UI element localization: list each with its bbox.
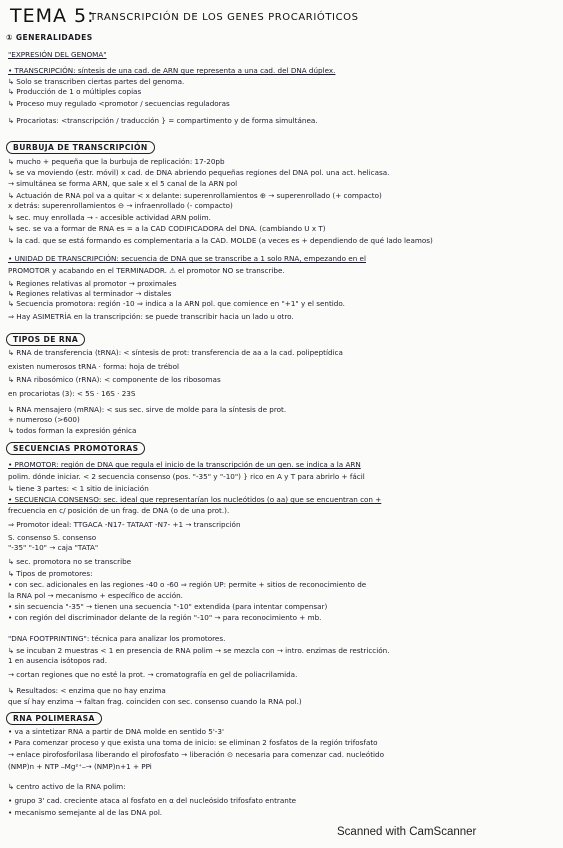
note-line: ⇒ Promotor ideal: TTGACA -N17- TATAAT -N7- +1 → transcripción bbox=[8, 520, 241, 529]
note-line: → simultánea se forma ARN, que sale x el 5 canal de la ARN pol bbox=[8, 179, 238, 188]
note-line: (NMP)n + NTP ⎯Mg²⁺⎯→ (NMP)n+1 + PPi bbox=[8, 762, 152, 771]
note-line: S. consenso S. consenso bbox=[8, 533, 97, 542]
note-line: • PROMOTOR: región de DNA que regula el inicio de la transcripción de un gen. se indica a la ARN bbox=[8, 460, 361, 469]
note-line: "EXPRESIÓN DEL GENOMA" bbox=[8, 50, 107, 59]
note-line: → cortan regiones que no esté la prot. → cromatografía en gel de poliacrilamida. bbox=[8, 670, 298, 679]
note-line: que sí hay enzima → faltan frag. coinciden con sec. consenso cuando la RNA pol.) bbox=[8, 697, 302, 706]
note-line: ↳ se va moviendo (estr. móvil) x cad. de DNA abriendo pequeñas regiones del DNA pol. una act. helicasa. bbox=[8, 168, 390, 177]
note-line: • SECUENCIA CONSENSO: sec. ideal que representarían los nucleótidos (o aa) que se encuentran con + bbox=[8, 495, 382, 504]
note-line: ↳ Resultados: < enzima que no hay enzima bbox=[8, 686, 166, 695]
page-subtitle: TRANSCRIPCIÓN DE LOS GENES PROCARIÓTICOS bbox=[90, 12, 359, 23]
note-line: ↳ la cad. que se está formando es complementaria a la CAD. MOLDE (a veces es + dependiendo de qué lado leamos) bbox=[8, 236, 433, 245]
note-line: ↳ RNA de transferencia (tRNA): < síntesis de prot: transferencia de aa a la cad. polipeptídica bbox=[8, 348, 343, 357]
note-line: • grupo 3' cad. creciente ataca al fosfato en α del nucleósido trifosfato entrante bbox=[8, 796, 297, 805]
scanner-watermark: Scanned with CamScanner bbox=[337, 826, 477, 838]
note-line: PROMOTOR y acabando en el TERMINADOR. ⚠ el promotor NO se transcribe. bbox=[8, 266, 285, 275]
note-line: "-35" "-10" → caja "TATA" bbox=[8, 543, 99, 552]
note-line: la RNA pol → mecanismo + específico de acción. bbox=[8, 591, 183, 600]
note-line: • va a sintetizar RNA a partir de DNA molde en sentido 5'-3' bbox=[8, 727, 224, 736]
note-line: ↳ RNA mensajero (mRNA): < sus sec. sirve de molde para la síntesis de prot. bbox=[8, 405, 287, 414]
section-secuencias: SECUENCIAS PROMOTORAS bbox=[6, 442, 145, 455]
section-generalidades: ① GENERALIDADES bbox=[6, 33, 93, 42]
section-rna-polimerasa: RNA POLIMERASA bbox=[6, 712, 102, 725]
note-line: • UNIDAD DE TRANSCRIPCIÓN: secuencia de DNA que se transcribe a 1 solo RNA, empezando en el bbox=[8, 254, 366, 263]
note-line: x detrás: superenrollamientos ⊖ → infraenrollado (- compacto) bbox=[8, 201, 233, 210]
note-line: ↳ Regiones relativas al terminador → distales bbox=[8, 289, 172, 298]
note-line: ↳ Solo se transcriben ciertas partes del genoma. bbox=[8, 77, 185, 86]
note-line: frecuencia en c/ posición de un frag. de DNA (o de una prot.). bbox=[8, 506, 230, 515]
note-line: ↳ tiene 3 partes: < 1 sitio de iniciación bbox=[8, 484, 149, 493]
note-line: ↳ todos forman la expresión génica bbox=[8, 426, 137, 435]
note-line: ↳ mucho + pequeña que la burbuja de replicación: 17-20pb bbox=[8, 157, 225, 166]
section-tipos-rna: TIPOS DE RNA bbox=[6, 333, 85, 346]
note-line: • Para comenzar proceso y que exista una toma de inicio: se eliminan 2 fosfatos de la región trifosfato bbox=[8, 738, 378, 747]
note-line: en procariotas (3): < 5S · 16S · 23S bbox=[8, 389, 136, 398]
note-line: ↳ Regiones relativas al promotor → proximales bbox=[8, 279, 177, 288]
note-line: ↳ Procariotas: <transcripción / traducción } = compartimento y de forma simultánea. bbox=[8, 116, 318, 125]
page-title: TEMA 5: bbox=[10, 5, 95, 27]
note-line: • TRANSCRIPCIÓN: síntesis de una cad. de ARN que representa a una cad. del DNA dúplex. bbox=[8, 66, 336, 75]
note-line: ↳ se incuban 2 muestras < 1 en presencia de RNA polim → se mezcla con → intro. enzimas de restricción. bbox=[8, 646, 390, 655]
section-burbuja: BURBUJA DE TRANSCRIPCIÓN bbox=[6, 141, 155, 154]
note-line: 1 en ausencia isótopos rad. bbox=[8, 656, 107, 665]
note-line: + numeroso (>600) bbox=[8, 415, 80, 424]
note-line: • con sec. adicionales en las regiones -40 o -60 ⇒ región UP: permite + sitios de reconocimiento de bbox=[8, 580, 367, 589]
note-line: • mecanismo semejante al de las DNA pol. bbox=[8, 808, 163, 817]
note-line: ↳ Actuación de RNA pol va a quitar < x delante: superenrollamientos ⊕ → superenrollado (+ compacto) bbox=[8, 191, 382, 200]
note-line: • sin secuencia "-35" → tienen una secuencia "-10" extendida (para intentar compensar) bbox=[8, 602, 328, 611]
note-line: existen numerosos tRNA · forma: hoja de trébol bbox=[8, 362, 180, 371]
note-line: ↳ Tipos de promotores: bbox=[8, 569, 93, 578]
note-line: ↳ Secuencia promotora: región -10 ⇒ indica a la ARN pol. que comience en "+1" y el sentido. bbox=[8, 299, 345, 308]
note-line: ↳ Proceso muy regulado <promotor / secuencias reguladoras bbox=[8, 99, 230, 108]
note-line: polim. dónde iniciar. < 2 secuencia consenso (pos. "-35" y "-10") } rico en A y T para abrirlo + fácil bbox=[8, 472, 365, 481]
note-line: ↳ Producción de 1 o múltiples copias bbox=[8, 87, 142, 96]
note-line: ↳ centro activo de la RNA polim: bbox=[8, 782, 126, 791]
note-line: "DNA FOOTPRINTING": técnica para analizar los promotores. bbox=[8, 634, 226, 643]
note-line: → enlace pirofosforilasa liberando el pirofosfato → liberación ⊙ necesaria para comenzar cad. nucleótido bbox=[8, 750, 384, 759]
note-line: • con región del discriminador delante de la región "-10" → para reconocimiento + mb. bbox=[8, 613, 322, 622]
note-line: ↳ sec. promotora no se transcribe bbox=[8, 557, 132, 566]
note-line: ↳ sec. muy enrollada → - accesible actividad ARN polim. bbox=[8, 213, 211, 222]
note-line: ↳ RNA ribosómico (rRNA): < componente de los ribosomas bbox=[8, 375, 221, 384]
note-line: ↳ sec. se va a formar de RNA es = a la CAD CODIFICADORA del DNA. (cambiando U x T) bbox=[8, 224, 326, 233]
note-line: ⇒ Hay ASIMETRÍA en la transcripción: se puede transcribir hacia un lado u otro. bbox=[8, 312, 294, 321]
